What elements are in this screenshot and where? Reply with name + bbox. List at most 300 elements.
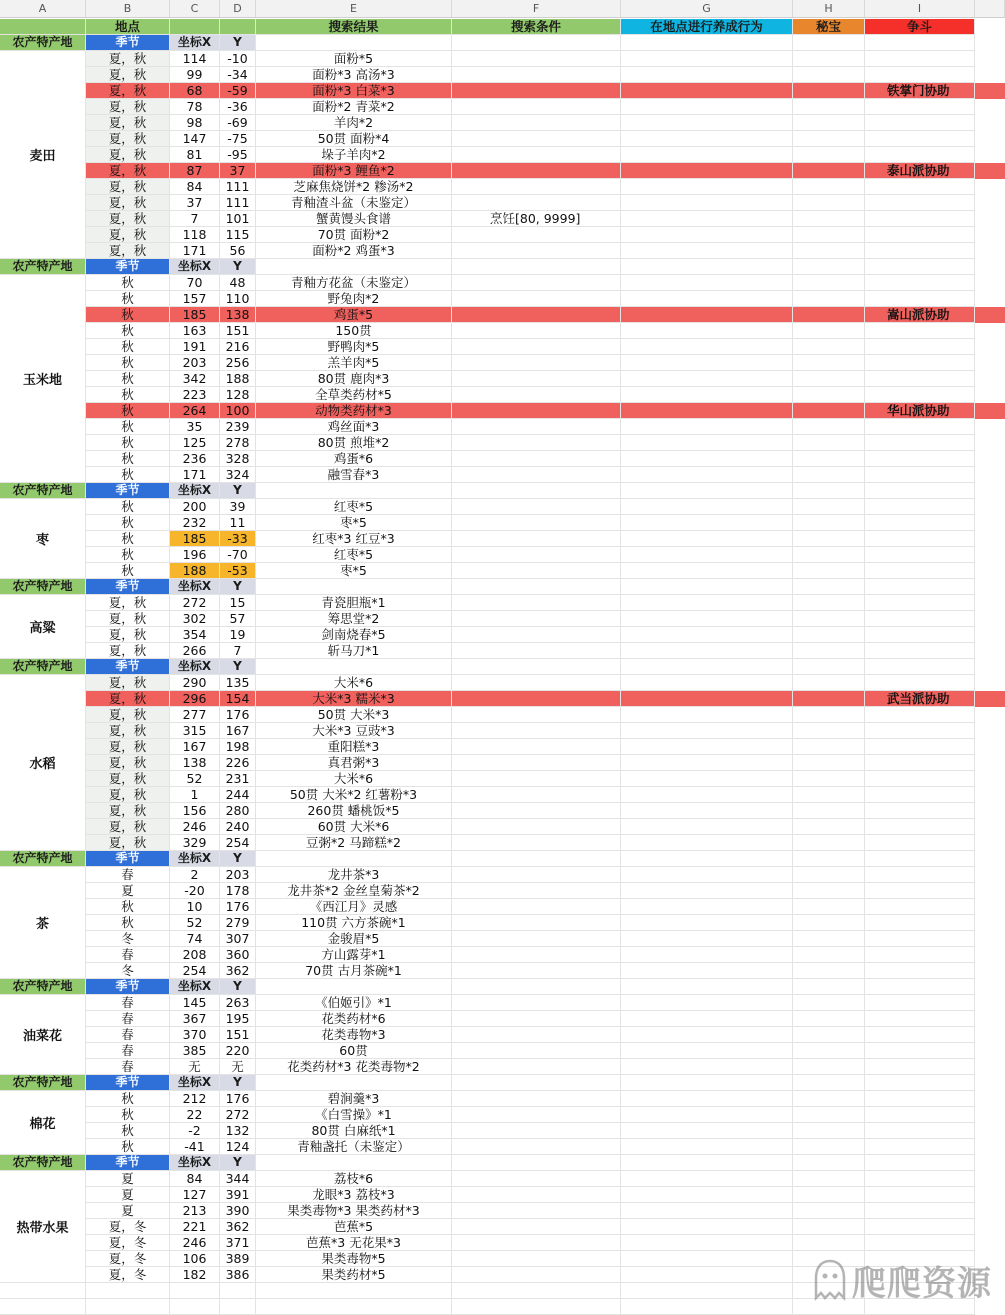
cultivation-cell[interactable]: [621, 787, 793, 803]
search-condition-cell[interactable]: [452, 707, 621, 723]
search-condition-cell[interactable]: [452, 163, 621, 179]
treasure-cell[interactable]: [793, 755, 865, 771]
coord-y-cell[interactable]: 386: [220, 1267, 256, 1283]
treasure-cell[interactable]: [793, 611, 865, 627]
fight-cell[interactable]: [865, 1139, 975, 1155]
empty-cell[interactable]: [0, 1283, 86, 1299]
header-cell-b[interactable]: 地点: [86, 19, 170, 35]
search-condition-cell[interactable]: 烹饪[80, 9999]: [452, 211, 621, 227]
coord-y-cell[interactable]: 11: [220, 515, 256, 531]
fight-cell[interactable]: 嵩山派协助: [865, 307, 975, 323]
search-condition-cell[interactable]: [452, 675, 621, 691]
empty-cell[interactable]: [621, 1283, 793, 1299]
treasure-cell[interactable]: [793, 867, 865, 883]
empty-cell[interactable]: [621, 1075, 793, 1091]
coord-x-cell[interactable]: 196: [170, 547, 220, 563]
treasure-cell[interactable]: [793, 931, 865, 947]
subheader-b-g0[interactable]: 季节: [86, 35, 170, 51]
coord-y-cell[interactable]: 195: [220, 1011, 256, 1027]
column-header-e[interactable]: E: [256, 0, 452, 18]
coord-y-cell[interactable]: 362: [220, 1219, 256, 1235]
season-cell[interactable]: 秋: [86, 451, 170, 467]
search-condition-cell[interactable]: [452, 1219, 621, 1235]
search-result-cell[interactable]: 青瓷胆瓶*1: [256, 595, 452, 611]
coord-y-cell[interactable]: -36: [220, 99, 256, 115]
coord-x-cell[interactable]: 99: [170, 67, 220, 83]
coord-x-cell[interactable]: 185: [170, 307, 220, 323]
season-cell[interactable]: 夏: [86, 883, 170, 899]
coord-x-cell[interactable]: 329: [170, 835, 220, 851]
fight-cell[interactable]: [865, 883, 975, 899]
treasure-cell[interactable]: [793, 435, 865, 451]
treasure-cell[interactable]: [793, 835, 865, 851]
search-result-cell[interactable]: 70贯 面粉*2: [256, 227, 452, 243]
subheader-a-g1[interactable]: 农产特产地: [0, 259, 86, 275]
coord-y-cell[interactable]: 244: [220, 787, 256, 803]
season-cell[interactable]: 夏，秋: [86, 595, 170, 611]
coord-y-cell[interactable]: 231: [220, 771, 256, 787]
fight-cell[interactable]: [865, 1059, 975, 1075]
empty-cell[interactable]: [256, 851, 452, 867]
empty-cell[interactable]: [86, 1299, 170, 1315]
search-result-cell[interactable]: 蟹黄馒头食谱: [256, 211, 452, 227]
cultivation-cell[interactable]: [621, 1011, 793, 1027]
coord-y-cell[interactable]: 240: [220, 819, 256, 835]
treasure-cell[interactable]: [793, 531, 865, 547]
subheader-c-g7[interactable]: 坐标X: [170, 1075, 220, 1091]
treasure-cell[interactable]: [793, 147, 865, 163]
treasure-cell[interactable]: [793, 403, 865, 419]
season-cell[interactable]: 夏: [86, 1187, 170, 1203]
season-cell[interactable]: 冬: [86, 931, 170, 947]
search-condition-cell[interactable]: [452, 243, 621, 259]
cultivation-cell[interactable]: [621, 803, 793, 819]
coord-x-cell[interactable]: 182: [170, 1267, 220, 1283]
subheader-a-g6[interactable]: 农产特产地: [0, 979, 86, 995]
cultivation-cell[interactable]: [621, 755, 793, 771]
empty-cell[interactable]: [621, 1299, 793, 1315]
season-cell[interactable]: 夏，秋: [86, 627, 170, 643]
search-result-cell[interactable]: 面粉*3 白菜*3: [256, 83, 452, 99]
fight-cell[interactable]: [865, 1027, 975, 1043]
coord-y-cell[interactable]: 111: [220, 179, 256, 195]
season-cell[interactable]: 夏，冬: [86, 1235, 170, 1251]
treasure-cell[interactable]: [793, 499, 865, 515]
empty-cell[interactable]: [865, 979, 975, 995]
column-header-i[interactable]: I: [865, 0, 975, 18]
treasure-cell[interactable]: [793, 771, 865, 787]
coord-x-cell[interactable]: 156: [170, 803, 220, 819]
season-cell[interactable]: 秋: [86, 1107, 170, 1123]
coord-y-cell[interactable]: 280: [220, 803, 256, 819]
search-condition-cell[interactable]: [452, 179, 621, 195]
search-condition-cell[interactable]: [452, 643, 621, 659]
coord-x-cell[interactable]: 277: [170, 707, 220, 723]
season-cell[interactable]: 秋: [86, 915, 170, 931]
cultivation-cell[interactable]: [621, 211, 793, 227]
coord-y-cell[interactable]: -33: [220, 531, 256, 547]
empty-cell[interactable]: [865, 1155, 975, 1171]
search-result-cell[interactable]: 龙井茶*2 金丝皇菊茶*2: [256, 883, 452, 899]
season-cell[interactable]: 春: [86, 947, 170, 963]
cultivation-cell[interactable]: [621, 627, 793, 643]
season-cell[interactable]: 秋: [86, 323, 170, 339]
treasure-cell[interactable]: [793, 1123, 865, 1139]
subheader-c-g0[interactable]: 坐标X: [170, 35, 220, 51]
search-result-cell[interactable]: 全草类药材*5: [256, 387, 452, 403]
season-cell[interactable]: 秋: [86, 387, 170, 403]
empty-cell[interactable]: [220, 1299, 256, 1315]
treasure-cell[interactable]: [793, 819, 865, 835]
fight-cell[interactable]: [865, 995, 975, 1011]
coord-y-cell[interactable]: 151: [220, 1027, 256, 1043]
empty-cell[interactable]: [865, 259, 975, 275]
empty-cell[interactable]: [170, 1299, 220, 1315]
fight-cell[interactable]: 武当派协助: [865, 691, 975, 707]
search-condition-cell[interactable]: [452, 883, 621, 899]
coord-x-cell[interactable]: 35: [170, 419, 220, 435]
season-cell[interactable]: 春: [86, 867, 170, 883]
coord-x-cell[interactable]: 167: [170, 739, 220, 755]
cultivation-cell[interactable]: [621, 1123, 793, 1139]
coord-x-cell[interactable]: 315: [170, 723, 220, 739]
search-result-cell[interactable]: 《伯姬引》*1: [256, 995, 452, 1011]
coord-y-cell[interactable]: 272: [220, 1107, 256, 1123]
treasure-cell[interactable]: [793, 1139, 865, 1155]
search-result-cell[interactable]: 重阳糕*3: [256, 739, 452, 755]
season-cell[interactable]: 夏，秋: [86, 211, 170, 227]
subheader-c-g8[interactable]: 坐标X: [170, 1155, 220, 1171]
cultivation-cell[interactable]: [621, 227, 793, 243]
empty-cell[interactable]: [621, 579, 793, 595]
treasure-cell[interactable]: [793, 1107, 865, 1123]
treasure-cell[interactable]: [793, 787, 865, 803]
treasure-cell[interactable]: [793, 1171, 865, 1187]
empty-cell[interactable]: [793, 851, 865, 867]
coord-x-cell[interactable]: -41: [170, 1139, 220, 1155]
subheader-b-g3[interactable]: 季节: [86, 579, 170, 595]
coord-x-cell[interactable]: 191: [170, 339, 220, 355]
cultivation-cell[interactable]: [621, 1043, 793, 1059]
header-cell-i[interactable]: 争斗: [865, 19, 975, 35]
search-result-cell[interactable]: 大米*3 糯米*3: [256, 691, 452, 707]
coord-x-cell[interactable]: 264: [170, 403, 220, 419]
search-result-cell[interactable]: 野鸭肉*5: [256, 339, 452, 355]
search-condition-cell[interactable]: [452, 595, 621, 611]
empty-cell[interactable]: [452, 259, 621, 275]
treasure-cell[interactable]: [793, 83, 865, 99]
coord-x-cell[interactable]: 145: [170, 995, 220, 1011]
search-result-cell[interactable]: 80贯 煎堆*2: [256, 435, 452, 451]
season-cell[interactable]: 夏，秋: [86, 67, 170, 83]
search-condition-cell[interactable]: [452, 1235, 621, 1251]
coord-x-cell[interactable]: 221: [170, 1219, 220, 1235]
season-cell[interactable]: 秋: [86, 435, 170, 451]
cultivation-cell[interactable]: [621, 451, 793, 467]
search-condition-cell[interactable]: [452, 803, 621, 819]
empty-cell[interactable]: [256, 659, 452, 675]
search-condition-cell[interactable]: [452, 1043, 621, 1059]
coord-x-cell[interactable]: 7: [170, 211, 220, 227]
season-cell[interactable]: 春: [86, 1043, 170, 1059]
coord-x-cell[interactable]: 125: [170, 435, 220, 451]
coord-y-cell[interactable]: 56: [220, 243, 256, 259]
season-cell[interactable]: 秋: [86, 339, 170, 355]
coord-x-cell[interactable]: 78: [170, 99, 220, 115]
coord-y-cell[interactable]: 138: [220, 307, 256, 323]
treasure-cell[interactable]: [793, 1219, 865, 1235]
cultivation-cell[interactable]: [621, 435, 793, 451]
search-condition-cell[interactable]: [452, 1059, 621, 1075]
season-cell[interactable]: 夏，冬: [86, 1219, 170, 1235]
treasure-cell[interactable]: [793, 323, 865, 339]
season-cell[interactable]: 夏，秋: [86, 131, 170, 147]
coord-y-cell[interactable]: 263: [220, 995, 256, 1011]
cultivation-cell[interactable]: [621, 419, 793, 435]
coord-x-cell[interactable]: 87: [170, 163, 220, 179]
coord-y-cell[interactable]: 135: [220, 675, 256, 691]
search-result-cell[interactable]: 面粉*3 高汤*3: [256, 67, 452, 83]
cultivation-cell[interactable]: [621, 1027, 793, 1043]
search-result-cell[interactable]: 红枣*3 红豆*3: [256, 531, 452, 547]
empty-cell[interactable]: [452, 483, 621, 499]
cultivation-cell[interactable]: [621, 179, 793, 195]
fight-cell[interactable]: [865, 1011, 975, 1027]
search-result-cell[interactable]: 龙眼*3 荔枝*3: [256, 1187, 452, 1203]
cultivation-cell[interactable]: [621, 643, 793, 659]
fight-cell[interactable]: [865, 179, 975, 195]
coord-x-cell[interactable]: 84: [170, 179, 220, 195]
search-result-cell[interactable]: 花类药材*6: [256, 1011, 452, 1027]
empty-cell[interactable]: [621, 1155, 793, 1171]
fight-cell[interactable]: [865, 387, 975, 403]
search-condition-cell[interactable]: [452, 291, 621, 307]
search-condition-cell[interactable]: [452, 1091, 621, 1107]
fight-cell[interactable]: [865, 739, 975, 755]
season-cell[interactable]: 秋: [86, 899, 170, 915]
search-condition-cell[interactable]: [452, 419, 621, 435]
search-result-cell[interactable]: 80贯 鹿肉*3: [256, 371, 452, 387]
search-condition-cell[interactable]: [452, 1203, 621, 1219]
empty-cell[interactable]: [256, 35, 452, 51]
fight-cell[interactable]: [865, 563, 975, 579]
empty-cell[interactable]: [220, 1283, 256, 1299]
fight-cell[interactable]: [865, 1187, 975, 1203]
fight-cell[interactable]: [865, 819, 975, 835]
cultivation-cell[interactable]: [621, 403, 793, 419]
treasure-cell[interactable]: [793, 1235, 865, 1251]
cultivation-cell[interactable]: [621, 515, 793, 531]
treasure-cell[interactable]: [793, 115, 865, 131]
coord-y-cell[interactable]: 111: [220, 195, 256, 211]
season-cell[interactable]: 夏，秋: [86, 803, 170, 819]
coord-x-cell[interactable]: 272: [170, 595, 220, 611]
fight-cell[interactable]: [865, 611, 975, 627]
season-cell[interactable]: 夏，秋: [86, 787, 170, 803]
empty-cell[interactable]: [452, 1075, 621, 1091]
subheader-a-g7[interactable]: 农产特产地: [0, 1075, 86, 1091]
empty-cell[interactable]: [793, 1155, 865, 1171]
subheader-d-g3[interactable]: Y: [220, 579, 256, 595]
fight-cell[interactable]: [865, 1171, 975, 1187]
coord-y-cell[interactable]: -75: [220, 131, 256, 147]
treasure-cell[interactable]: [793, 355, 865, 371]
season-cell[interactable]: 夏，秋: [86, 819, 170, 835]
search-condition-cell[interactable]: [452, 787, 621, 803]
coord-y-cell[interactable]: -69: [220, 115, 256, 131]
search-condition-cell[interactable]: [452, 723, 621, 739]
season-cell[interactable]: 春: [86, 1011, 170, 1027]
search-result-cell[interactable]: 《白雪操》*1: [256, 1107, 452, 1123]
coord-y-cell[interactable]: 176: [220, 1091, 256, 1107]
search-result-cell[interactable]: 80贯 白麻纸*1: [256, 1123, 452, 1139]
header-cell-f[interactable]: 搜索条件: [452, 19, 621, 35]
fight-cell[interactable]: [865, 547, 975, 563]
search-condition-cell[interactable]: [452, 563, 621, 579]
coord-x-cell[interactable]: 188: [170, 563, 220, 579]
search-result-cell[interactable]: 垛子羊肉*2: [256, 147, 452, 163]
treasure-cell[interactable]: [793, 1027, 865, 1043]
search-condition-cell[interactable]: [452, 83, 621, 99]
coord-y-cell[interactable]: 344: [220, 1171, 256, 1187]
coord-x-cell[interactable]: 367: [170, 1011, 220, 1027]
empty-cell[interactable]: [865, 1075, 975, 1091]
treasure-cell[interactable]: [793, 1187, 865, 1203]
empty-cell[interactable]: [452, 1155, 621, 1171]
header-cell-h[interactable]: 秘宝: [793, 19, 865, 35]
search-result-cell[interactable]: 红枣*5: [256, 499, 452, 515]
coord-y-cell[interactable]: -34: [220, 67, 256, 83]
coord-y-cell[interactable]: 176: [220, 899, 256, 915]
search-condition-cell[interactable]: [452, 1107, 621, 1123]
fight-cell[interactable]: [865, 1123, 975, 1139]
cultivation-cell[interactable]: [621, 883, 793, 899]
season-cell[interactable]: 秋: [86, 547, 170, 563]
treasure-cell[interactable]: [793, 467, 865, 483]
search-result-cell[interactable]: 果类毒物*5: [256, 1251, 452, 1267]
coord-x-cell[interactable]: 223: [170, 387, 220, 403]
fight-cell[interactable]: [865, 1219, 975, 1235]
cultivation-cell[interactable]: [621, 1251, 793, 1267]
season-cell[interactable]: 秋: [86, 275, 170, 291]
search-condition-cell[interactable]: [452, 195, 621, 211]
search-result-cell[interactable]: 50贯 大米*3: [256, 707, 452, 723]
treasure-cell[interactable]: [793, 1091, 865, 1107]
season-cell[interactable]: 春: [86, 995, 170, 1011]
search-result-cell[interactable]: 鸡丝面*3: [256, 419, 452, 435]
season-cell[interactable]: 秋: [86, 403, 170, 419]
fight-cell[interactable]: [865, 915, 975, 931]
coord-x-cell[interactable]: 138: [170, 755, 220, 771]
search-result-cell[interactable]: 花类毒物*3: [256, 1027, 452, 1043]
coord-x-cell[interactable]: 354: [170, 627, 220, 643]
season-cell[interactable]: 秋: [86, 307, 170, 323]
search-condition-cell[interactable]: [452, 371, 621, 387]
search-condition-cell[interactable]: [452, 51, 621, 67]
search-condition-cell[interactable]: [452, 819, 621, 835]
fight-cell[interactable]: [865, 1107, 975, 1123]
fight-cell[interactable]: 铁掌门协助: [865, 83, 975, 99]
season-cell[interactable]: 秋: [86, 1139, 170, 1155]
coord-x-cell[interactable]: 203: [170, 355, 220, 371]
search-result-cell[interactable]: 碧涧羹*3: [256, 1091, 452, 1107]
cultivation-cell[interactable]: [621, 387, 793, 403]
search-result-cell[interactable]: 110贯 六方茶碗*1: [256, 915, 452, 931]
coord-y-cell[interactable]: 57: [220, 611, 256, 627]
search-result-cell[interactable]: 枣*5: [256, 563, 452, 579]
search-result-cell[interactable]: 面粉*5: [256, 51, 452, 67]
season-cell[interactable]: 秋: [86, 371, 170, 387]
search-result-cell[interactable]: 荔枝*6: [256, 1171, 452, 1187]
cultivation-cell[interactable]: [621, 1091, 793, 1107]
coord-x-cell[interactable]: 171: [170, 467, 220, 483]
fight-cell[interactable]: [865, 675, 975, 691]
cultivation-cell[interactable]: [621, 963, 793, 979]
coord-x-cell[interactable]: 254: [170, 963, 220, 979]
fight-cell[interactable]: [865, 243, 975, 259]
header-cell-d[interactable]: [220, 19, 256, 35]
search-condition-cell[interactable]: [452, 515, 621, 531]
treasure-cell[interactable]: [793, 419, 865, 435]
subheader-b-g4[interactable]: 季节: [86, 659, 170, 675]
coord-x-cell[interactable]: -20: [170, 883, 220, 899]
coord-y-cell[interactable]: 154: [220, 691, 256, 707]
cultivation-cell[interactable]: [621, 99, 793, 115]
fight-cell[interactable]: [865, 131, 975, 147]
treasure-cell[interactable]: [793, 451, 865, 467]
search-result-cell[interactable]: 面粉*3 鲤鱼*2: [256, 163, 452, 179]
coord-x-cell[interactable]: 342: [170, 371, 220, 387]
season-cell[interactable]: 夏，秋: [86, 51, 170, 67]
treasure-cell[interactable]: [793, 723, 865, 739]
search-result-cell[interactable]: 羔羊肉*5: [256, 355, 452, 371]
coord-x-cell[interactable]: 157: [170, 291, 220, 307]
cultivation-cell[interactable]: [621, 1107, 793, 1123]
search-condition-cell[interactable]: [452, 1027, 621, 1043]
subheader-a-g3[interactable]: 农产特产地: [0, 579, 86, 595]
treasure-cell[interactable]: [793, 899, 865, 915]
search-condition-cell[interactable]: [452, 531, 621, 547]
cultivation-cell[interactable]: [621, 531, 793, 547]
empty-cell[interactable]: [256, 1283, 452, 1299]
cultivation-cell[interactable]: [621, 467, 793, 483]
fight-cell[interactable]: [865, 1203, 975, 1219]
season-cell[interactable]: 夏，秋: [86, 707, 170, 723]
search-result-cell[interactable]: 豆粥*2 马蹄糕*2: [256, 835, 452, 851]
season-cell[interactable]: 夏，秋: [86, 739, 170, 755]
fight-cell[interactable]: [865, 291, 975, 307]
coord-x-cell[interactable]: 68: [170, 83, 220, 99]
cultivation-cell[interactable]: [621, 611, 793, 627]
search-condition-cell[interactable]: [452, 275, 621, 291]
subheader-a-g8[interactable]: 农产特产地: [0, 1155, 86, 1171]
fight-cell[interactable]: [865, 931, 975, 947]
coord-x-cell[interactable]: 212: [170, 1091, 220, 1107]
search-result-cell[interactable]: 50贯 面粉*4: [256, 131, 452, 147]
subheader-d-g4[interactable]: Y: [220, 659, 256, 675]
season-cell[interactable]: 秋: [86, 1123, 170, 1139]
cultivation-cell[interactable]: [621, 195, 793, 211]
search-condition-cell[interactable]: [452, 115, 621, 131]
search-condition-cell[interactable]: [452, 1011, 621, 1027]
coord-y-cell[interactable]: -95: [220, 147, 256, 163]
subheader-d-g6[interactable]: Y: [220, 979, 256, 995]
search-condition-cell[interactable]: [452, 451, 621, 467]
empty-cell[interactable]: [170, 1283, 220, 1299]
season-cell[interactable]: 夏，秋: [86, 179, 170, 195]
season-cell[interactable]: 秋: [86, 291, 170, 307]
cultivation-cell[interactable]: [621, 771, 793, 787]
